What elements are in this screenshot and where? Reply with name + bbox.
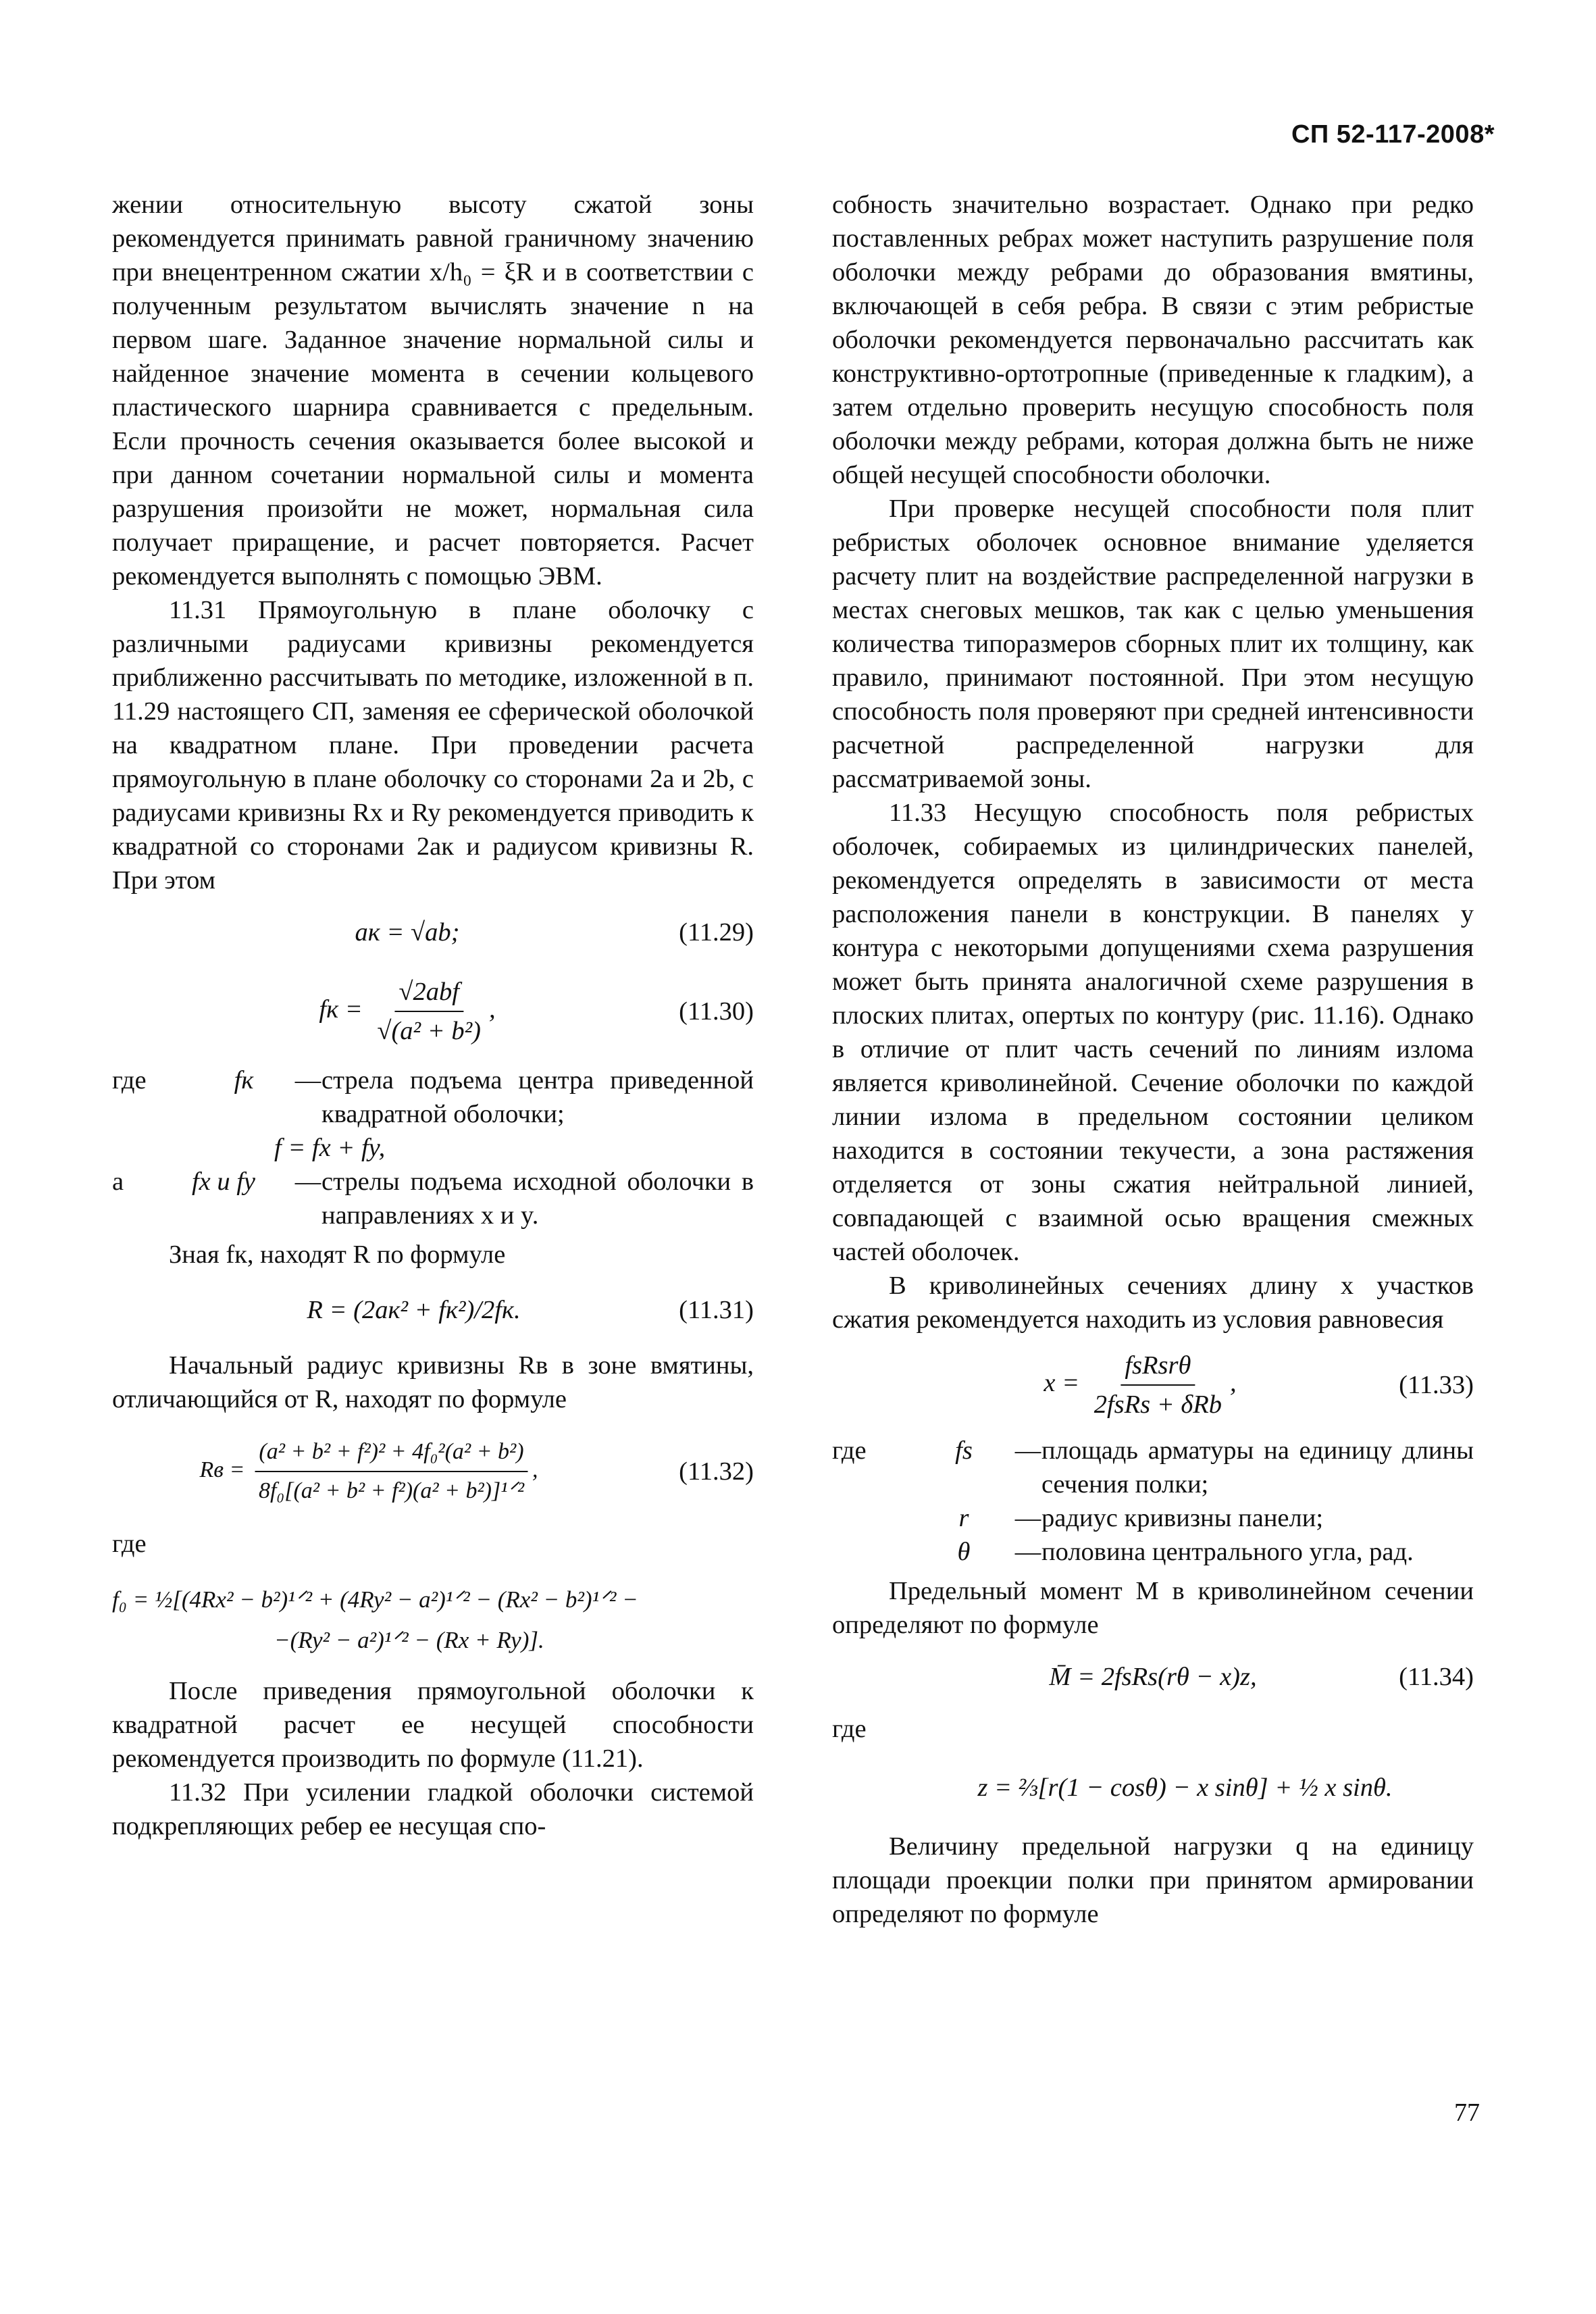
equation-lhs: x = — [1044, 1368, 1080, 1397]
definition-row: где fк — стрела подъема центра приведенной квадратной оболочки; — [112, 1063, 754, 1131]
equation-number: (11.30) — [679, 997, 754, 1026]
equation-formula — [199, 1435, 538, 1508]
where-label: где — [832, 1715, 867, 1743]
equation-line: f₀ = ½[(4Rx² − b²)¹ᐟ² + (4Ry² − a²)¹ᐟ² − (Rx² − b²)¹ᐟ² − — [112, 1586, 638, 1613]
equation-z — [832, 1754, 1474, 1821]
paragraph: Предельный момент M в криволинейном сечении определяют по формуле — [832, 1577, 1474, 1639]
equation-tail: , — [488, 995, 496, 1024]
definition-text: стрела подъема центра приведенной квадратной оболочки; — [321, 1066, 754, 1128]
equation-11-33 — [832, 1344, 1474, 1426]
document-code: СП 52-117-2008* — [1291, 120, 1495, 149]
definitions — [832, 1434, 1474, 1569]
equation-number: (11.33) — [1399, 1371, 1474, 1399]
paragraph: жении относительную высоту сжатой зоны рекомендуется принимать равной граничному значению при внецентренном сжатии x/h₀ = ξR и в соответствии с полученным результатом вычислять значение n на первом шаге. Заданное значение нормальной силы и найденное значение момента в сечении кольцевого пластического шарнира сравнивается с предельным. Если прочность сечения оказывается более высокой и при данном сочетании нормальной силы и момента разрушения произойти не может, нормальная сила получает приращение, и расчет повторяется. Расчет рекомендуется выполнять с помощью ЭВМ. — [112, 191, 754, 590]
definition-symbol: fx и fy — [191, 1167, 256, 1196]
paragraph: 11.33 Несущую способность поля ребристых оболочек, собираемых из цилиндрических панелей, рекомендуется определять в зависимости от места расположения панели в конструкции. В панелях у контура с некоторыми допущениями схема разрушения может быть принята аналогичной схеме разрушения в плоских плитах, опертых по контуру (рис. 11.16). Однако в отличие от плит часть сечений по линиям излома является криволинейной. Сечение оболочки по каждой линии излома в предельном состоянии целиком находится в состоянии текучести, а зона растяжения отделяется от зоны сжатия нейтральной линией, совпадающей с взаимной осью вращения смежных частей оболочек. — [832, 799, 1474, 1266]
paragraph: собность значительно возрастает. Однако при редко поставленных ребрах может наступить разрушение поля оболочки между ребрами до образования вмятины, включающей в себя ребра. В связи с этим ребристые оболочки рекомендуется первоначально рассчитать как конструктивно-ортотропные (приведенные к гладким), а затем отдельно проверить несущую способность поля оболочки между ребрами, которая должна быть не ниже общей несущей способности оболочки. — [832, 191, 1474, 489]
definition-symbol: fк — [234, 1066, 254, 1095]
equation-11-31 — [112, 1280, 754, 1340]
equation-lhs: Rв = — [199, 1457, 245, 1482]
paragraph: После приведения прямоугольной оболочки к квадратной расчет ее несущей способности рекомендуется производить по формуле (11.21). — [112, 1677, 754, 1773]
equation-formula — [319, 975, 495, 1048]
definition-row: θ — половина центрального угла, рад. — [832, 1535, 1474, 1569]
equation-formula: aк = √ab; — [355, 918, 460, 947]
definition-symbol: r — [958, 1504, 969, 1532]
fraction — [373, 975, 485, 1048]
definition-row: где fs — площадь арматуры на единицу длины сечения полки; — [832, 1434, 1474, 1501]
definition-row: а fx и fy — стрелы подъема исходной оболочки в направлениях x и y. — [112, 1165, 754, 1232]
definition-text: стрелы подъема исходной оболочки в направлениях x и y. — [321, 1167, 754, 1230]
paragraph: 11.31 Прямоугольную в плане оболочку с различными радиусами кривизны рекомендуется приближенно рассчитывать по методике, изложенной в п. 11.29 настоящего СП, заменяя ее сферической оболочкой на квадратном плане. При проведении расчета прямоугольную в плане оболочку со сторонами 2a и 2b, с радиусами кривизны Rx и Ry рекомендуется приводить к квадратной со сторонами 2aк и радиусом кривизны R. При этом — [112, 596, 754, 895]
paragraph: 11.32 При усилении гладкой оболочки системой подкрепляющих ребер ее несущая спо- — [112, 1778, 754, 1840]
equation-number: (11.31) — [679, 1296, 754, 1324]
equation-formula: R = (2aк² + fк²)/2fк. — [307, 1296, 521, 1324]
equation-tail: , — [532, 1457, 538, 1482]
definitions — [112, 1063, 754, 1232]
where-label: где — [112, 1530, 147, 1558]
paragraph: При проверке несущей способности поля плит ребристых оболочек основное внимание уделяется расчету плит на воздействие распределенной нагрузки в местах снеговых мешков, так как с целью уменьшения количества типоразмеров сборных плит их толщину, как правило, принимают постоянной. При этом несущую способность поля проверяют при средней интенсивности расчетной распределенной нагрузки для рассматриваемой зоны. — [832, 495, 1474, 793]
fraction-numerator: (a² + b² + f²)² + 4f₀²(a² + b²) — [255, 1435, 527, 1472]
fraction-numerator: √2abf — [394, 975, 463, 1012]
definition-formula: f = fx + fy, — [274, 1134, 386, 1162]
equation-11-34 — [832, 1650, 1474, 1704]
fraction-denominator: 2fsRs + δRb — [1093, 1390, 1222, 1419]
page-number: 77 — [1454, 2098, 1480, 2127]
paragraph: В криволинейных сечениях длину x участков сжатия рекомендуется находить из условия равновесия — [832, 1272, 1474, 1334]
fraction-denominator: 8f₀[(a² + b² + f²)(a² + b²)]¹ᐟ² — [258, 1478, 525, 1503]
definition-row — [112, 1131, 754, 1165]
equation-number: (11.32) — [679, 1457, 754, 1486]
right-column — [832, 188, 1474, 1931]
equation-number: (11.34) — [1399, 1663, 1474, 1691]
definition-word: а — [112, 1167, 124, 1196]
equation-tail: , — [1230, 1368, 1237, 1397]
definition-word: где — [112, 1066, 147, 1095]
paragraph: Зная fк, находят R по формуле — [169, 1240, 506, 1269]
definition-word: где — [832, 1436, 867, 1465]
equation-number: (11.29) — [679, 918, 754, 947]
equation-11-30 — [112, 967, 754, 1055]
equation-formula: M̄ = 2fsRs(rθ − x)z, — [1049, 1663, 1257, 1691]
equation-line: −(Ry² − a²)¹ᐟ² − (Rx + Ry)]. — [274, 1627, 544, 1653]
definition-text: половина центрального угла, рад. — [1041, 1538, 1414, 1566]
definition-symbol: θ — [957, 1538, 971, 1566]
paragraph: Величину предельной нагрузки q на единицу площади проекции полки при принятом армировании определяют по формуле — [832, 1832, 1474, 1928]
fraction — [255, 1435, 528, 1508]
equation-11-32 — [112, 1424, 754, 1519]
equation-11-29 — [112, 905, 754, 959]
equation-f0 — [112, 1580, 754, 1661]
definition-row: r — радиус кривизны панели; — [832, 1501, 1474, 1535]
definition-symbol: fs — [955, 1436, 973, 1465]
left-column — [112, 188, 754, 1843]
definition-text: площадь арматуры на единицу длины сечения полки; — [1041, 1436, 1474, 1499]
equation-formula — [1044, 1349, 1236, 1422]
definition-text: радиус кривизны панели; — [1041, 1504, 1324, 1532]
fraction-numerator: fsRsrθ — [1121, 1349, 1195, 1386]
fraction — [1090, 1349, 1226, 1422]
equation-formula: z = ⅔[r(1 − cosθ) − x sinθ] + ½ x sinθ. — [977, 1774, 1393, 1802]
paragraph: Начальный радиус кривизны Rв в зоне вмятины, отличающийся от R, находят по формуле — [112, 1351, 754, 1413]
fraction-denominator: √(a² + b²) — [377, 1017, 481, 1045]
equation-lhs: fк = — [319, 995, 363, 1024]
